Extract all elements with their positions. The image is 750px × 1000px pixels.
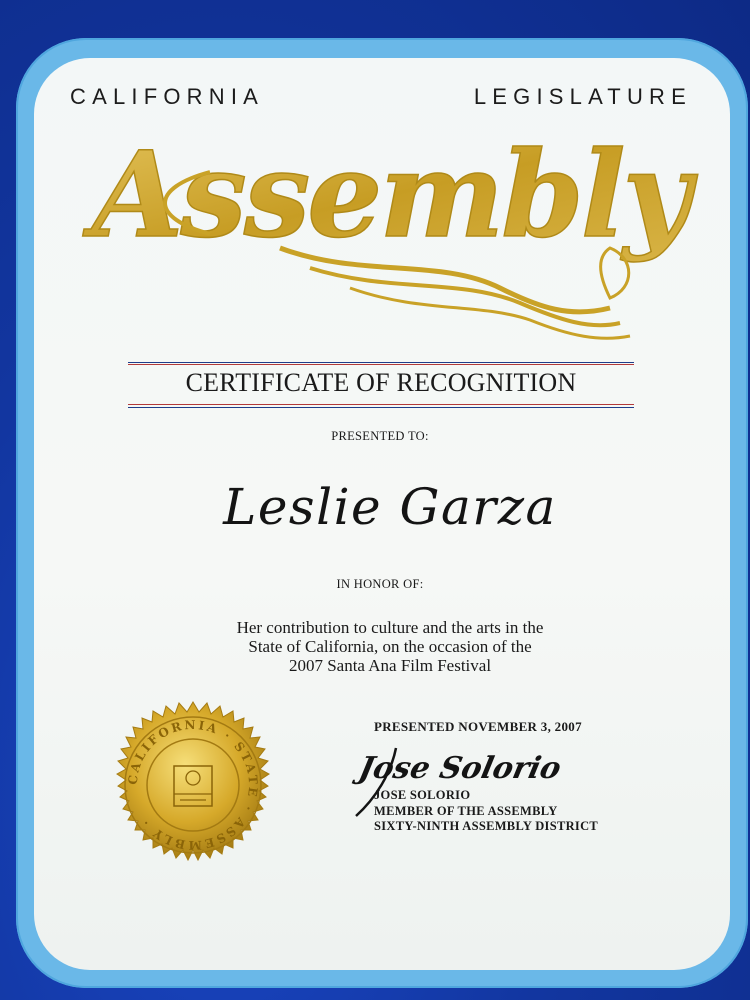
signer-block	[374, 788, 598, 835]
signer-district: SIXTY-NINTH ASSEMBLY DISTRICT	[374, 819, 599, 833]
title-rule-bottom-blue	[128, 407, 634, 408]
gold-state-seal	[108, 700, 278, 870]
title-rule-top-red	[128, 364, 634, 365]
assembly-logo	[91, 108, 689, 348]
honor-line-2: State of California, on the occasion of the	[248, 637, 532, 656]
title-rule-top-blue	[128, 362, 634, 363]
recipient-name: Leslie Garza	[223, 478, 557, 536]
presented-date: PRESENTED NOVEMBER 3, 2007	[374, 719, 582, 734]
title-rule-bottom-red	[128, 404, 634, 405]
honor-line-1: Her contribution to culture and the arts in the	[236, 618, 544, 637]
header-california-legislature	[70, 84, 692, 110]
seal-ring-text: CALIFORNIA · STATE · ASSEMBLY ·	[125, 717, 261, 853]
presented-to-label: PRESENTED TO:	[331, 429, 429, 443]
signer-title: MEMBER OF THE ASSEMBLY	[374, 803, 558, 818]
honor-line-3: 2007 Santa Ana Film Festival	[288, 656, 492, 675]
in-honor-of-label: IN HONOR OF:	[336, 577, 424, 591]
honor-text	[150, 618, 630, 675]
header-word-california: CALIFORNIA	[70, 84, 265, 109]
signature-text: Jose Solorio	[355, 751, 565, 786]
assembly-script-text: Assembly	[91, 125, 689, 264]
signer-name: JOSE SOLORIO	[374, 788, 471, 802]
certificate-title: CERTIFICATE OF RECOGNITION	[185, 368, 577, 397]
header-word-legislature: LEGISLATURE	[473, 84, 692, 109]
